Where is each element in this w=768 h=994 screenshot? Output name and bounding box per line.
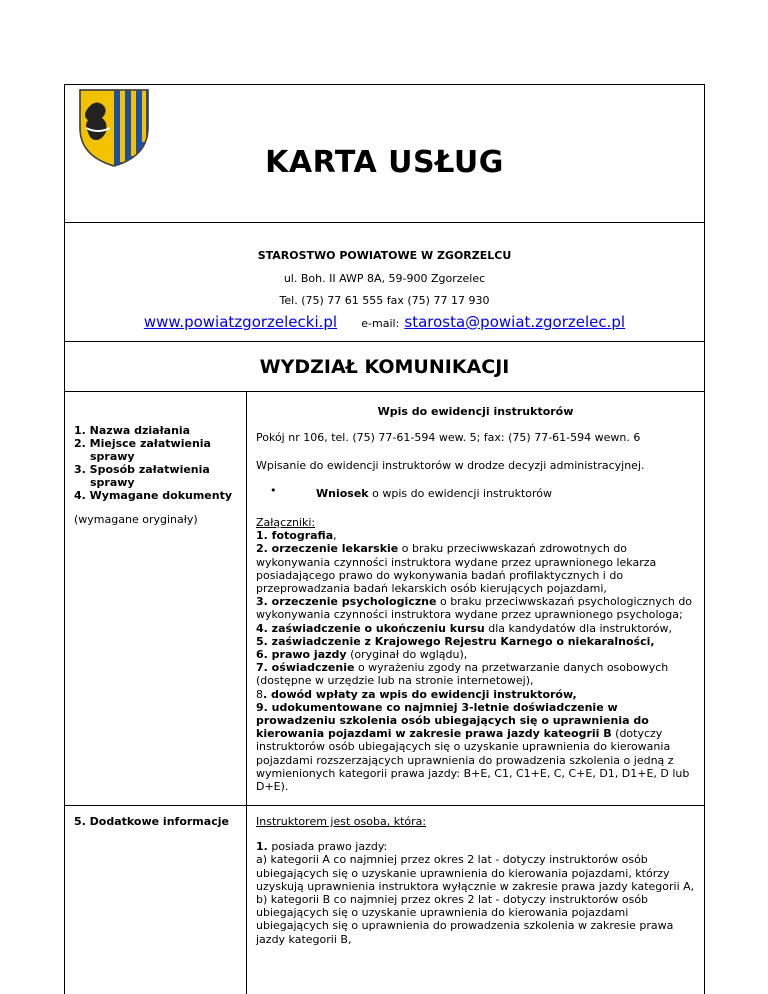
label-method: 3. Sposób załatwienia (74, 463, 210, 476)
att-1-text: , (333, 529, 337, 543)
att-7-bold: 7. oświadczenie (256, 661, 355, 675)
contact-line (64, 312, 705, 331)
att-9-bold: 9. udokumentowane co najmniej 3-letnie doświadczenie w prowadzeniu szkolenia osób ubiegających się o uprawnienia do kierowania pojazdami w zakresie prawa jazdy kateogrii B (256, 700, 649, 741)
application-bold: Wniosek (316, 487, 369, 500)
divider (64, 341, 705, 342)
divider (64, 391, 705, 392)
att-5-bold: 5. zaświadczenie z Krajowego Rejestru Karnego o niekaralności, (256, 634, 655, 648)
info-a: a) kategorii A co najmniej przez okres 2 lat - dotyczy instruktorów osób ubiegających się o uzyskanie uprawnienia do kierowania pojazdami, którzy uzyskują uprawnienia instruktora wyłącznie w zakresie prawa jazdy kategorii A, (256, 853, 695, 893)
office-name: STAROSTWO POWIATOWE W ZGORZELCU (257, 249, 512, 262)
att-4-bold: 4. zaświadczenie o ukończeniu kursu (256, 621, 485, 635)
place-value: Pokój nr 106, tel. (75) 77-61-594 wew. 5; fax: (75) 77-61-594 wewn. 6 (256, 431, 641, 444)
column-divider (246, 391, 247, 994)
label-place-cont: sprawy (90, 450, 135, 463)
att-3-text: o braku przeciwwskazań psychologicznych do wykonywania czynności instruktora wydane przez uprawnionego psychologa; (256, 595, 693, 622)
info-1-text: posiada prawo jazdy: (267, 840, 388, 854)
att-9-text: (dotyczy instruktorów osób ubiegających się o uzyskanie uprawnienia do kierowania pojazdami rozszerzających uprawnienia do prowadzenia szkolenia o jedną z wymienionych kategorii prawa jazdy: B+E, C1, C1+E, C, C+E, D1, D1+E, D lub D+E). (256, 727, 690, 794)
method-value: Wpisanie do ewidencji instruktorów w drodze decyzji administracyjnej. (256, 459, 645, 472)
divider (64, 805, 705, 806)
page-title: KARTA USŁUG (265, 145, 504, 180)
department-title: WYDZIAŁ KOMUNIKACJI (259, 356, 510, 378)
bullet-icon: • (270, 484, 277, 497)
label-method-cont: sprawy (90, 476, 135, 489)
att-8-num: 8 (256, 687, 263, 701)
label-place: 2. Miejsce załatwienia (74, 437, 211, 450)
att-2-bold: 2. orzeczenie lekarskie (256, 542, 399, 556)
att-3-bold: 3. orzeczenie psychologiczne (256, 595, 437, 609)
email-link[interactable]: starosta@powiat.zgorzelec.pl (404, 313, 626, 331)
email-label: e-mail: (361, 317, 400, 330)
application-text: o wpis do ewidencji instruktorów (368, 487, 553, 500)
divider (64, 222, 705, 223)
att-6-text: (oryginał do wglądu), (346, 648, 468, 662)
website-link[interactable]: www.powiatzgorzelecki.pl (143, 313, 338, 331)
attachments-heading: Załączniki: (256, 516, 316, 529)
att-4-text: dla kandydatów dla instruktorów, (484, 621, 672, 635)
info-heading: Instruktorem jest osoba, która: (256, 815, 427, 828)
info-1-bold: 1. (256, 840, 268, 854)
office-phone: Tel. (75) 77 61 555 fax (75) 77 17 930 (279, 294, 490, 307)
application-item (316, 487, 552, 500)
additional-info (256, 815, 698, 946)
service-title: Wpis do ewidencji instruktorów (377, 405, 574, 418)
info-b: b) kategorii B co najmniej przez okres 2 lat - dotyczy instruktorów osób ubiegających się o uzyskanie uprawnienia do kierowania pojazdami ubiegających się o uprawnienia do prowadzenia szkolenia w zakresie prawa jazdy kategorii B, (256, 893, 674, 946)
attachments-list (256, 516, 698, 793)
office-address: ul. Boh. II AWP 8A, 59-900 Zgorzelec (283, 272, 486, 285)
att-8-bold: . dowód wpłaty za wpis do ewidencji instruktorów, (263, 687, 577, 701)
label-documents: 4. Wymagane dokumenty (74, 489, 233, 502)
att-7-text: o wyrażeniu zgody na przetwarzanie danych osobowych (dostępne w urzędzie lub na stronie internetowej), (256, 661, 669, 688)
label-originals-note: (wymagane oryginały) (74, 513, 198, 526)
att-1-bold: 1. fotografia (256, 529, 334, 543)
att-6-bold: 6. prawo jazdy (256, 648, 347, 662)
label-action-name: 1. Nazwa działania (74, 424, 191, 437)
att-2-text: o braku przeciwwskazań zdrowotnych do wykonywania czynności instruktora wydane przez uprawnionego lekarza posiadającego prawo do wykonywania badań profilaktycznych i do przeprowadzania badań lekarskich osób kierujących pojazdami, (256, 542, 657, 596)
label-additional-info: 5. Dodatkowe informacje (74, 815, 229, 828)
